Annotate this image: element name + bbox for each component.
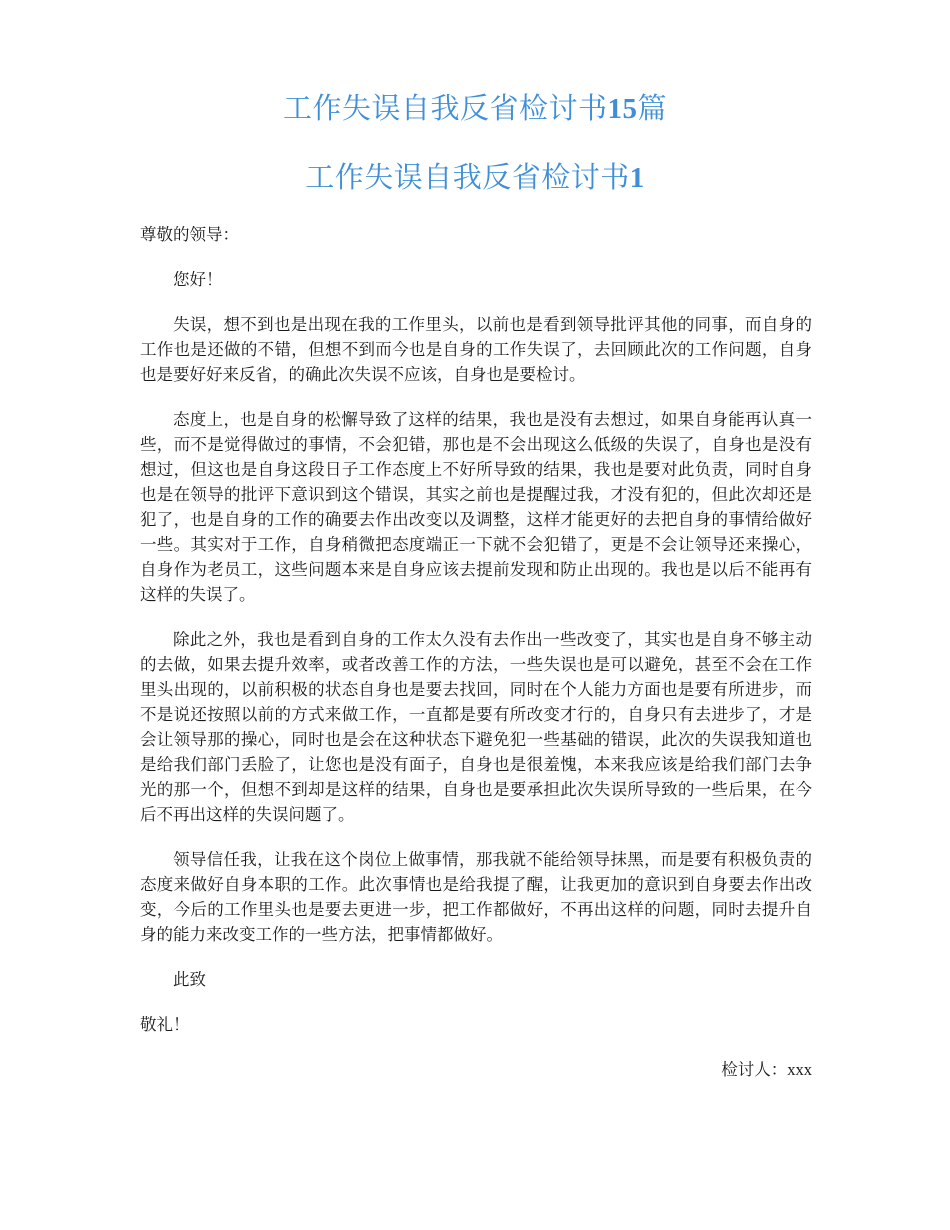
regards: 敬礼！	[140, 1015, 190, 1034]
paragraph: 失误，想不到也是出现在我的工作里头，以前也是看到领导批评其他的同事，而自身的工作也是还做的不错，但想不到而今也是自身的工作失误了，去回顾此次的工作问题，自身也是要好好来反省，的确此次失误不应该，自身也是要检讨。	[140, 315, 812, 384]
title-suffix: 篇	[637, 91, 668, 125]
letter-body	[140, 222, 812, 1082]
paragraph: 态度上，也是自身的松懈导致了这样的结果，我也是没有去想过，如果自身能再认真一些，而不是觉得做过的事情，不会犯错，那也是不会出现这么低级的失误了，自身也是没有想过，但这也是自身这段日子工作态度上不好所导致的结果，我也是要对此负责，同时自身也是在领导的批评下意识到这个错误，其实之前也是提醒过我，才没有犯的，但此次却还是犯了，也是自身的工作的确要去作出改变以及调整，这样才能更好的去把自身的事情给做好一些。其实对于工作，自身稍微把态度端正一下就不会犯错了，更是不会让领导还来操心，自身作为老员工，这些问题本来是自身应该去提前发现和防止出现的。我也是以后不能再有这样的失误了。	[140, 410, 812, 604]
signature-label: 检讨人：	[721, 1060, 788, 1079]
paragraph: 除此之外，我也是看到自身的工作太久没有去作出一些改变了，其实也是自身不够主动的去做，如果去提升效率，或者改善工作的方法，一些失误也是可以避免，甚至不会在工作里头出现的，以前积极的状态自身也是要去找回，同时在个人能力方面也是要有所进步，而不是说还按照以前的方式来做工作，一直都是要有所改变才行的，自身只有去进步了，才是会让领导那的操心，同时也是会在这种状态下避免犯一些基础的错误，此次的失误我知道也是给我们部门丢脸了，让您也是没有面子，自身也是很羞愧，本来我应该是给我们部门去争光的那一个，但想不到却是这样的结果，自身也是要承担此次失误所导致的一些后果，在今后不再出这样的失误问题了。	[140, 630, 812, 824]
greeting: 您好！	[173, 270, 223, 289]
title-number: 15	[607, 93, 638, 125]
title-text: 工作失误自我反省检讨书	[282, 91, 608, 125]
salutation: 尊敬的领导：	[140, 225, 239, 244]
signature-name: xxx	[787, 1060, 812, 1079]
closing: 此致	[173, 970, 206, 989]
section-title-text: 工作失误自我反省检讨书	[305, 160, 630, 194]
section-title-number: 1	[629, 162, 645, 194]
paragraph: 领导信任我，让我在这个岗位上做事情，那我就不能给领导抹黑，而是要有积极负责的态度来做好自身本职的工作。此次事情也是给我提了醒，让我更加的意识到自身要去作出改变，今后的工作里头也是要去更进一步，把工作都做好，不再出这样的问题，同时去提升自身的能力来改变工作的一些方法，把事情都做好。	[140, 850, 812, 944]
document-title	[0, 86, 950, 127]
signature	[140, 1057, 812, 1082]
section-title	[0, 155, 950, 196]
